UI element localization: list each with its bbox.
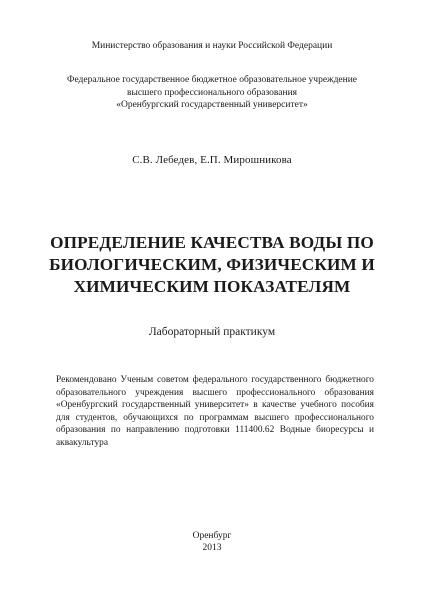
recommendation-line-5: образования по направлению подготовки 111400.62 Водные биоресурсы и: [56, 425, 374, 436]
institution-heading: [0, 74, 424, 112]
institution-line-2: высшего профессионального образования: [126, 87, 298, 98]
ministry-line: Министерство образования и науки Российской Федерации: [91, 41, 333, 51]
ministry-heading: [0, 40, 424, 52]
subtitle-line: Лабораторный практикум: [148, 326, 276, 338]
recommendation-text: [56, 374, 374, 450]
publication-year: [0, 542, 424, 554]
publication-city: [0, 530, 424, 542]
authors: [0, 153, 424, 167]
title-line-2: БИОЛОГИЧЕСКИМ, ФИЗИЧЕСКИМ И: [49, 255, 375, 274]
recommendation-line-1: Рекомендовано Ученым советом федерального государственного бюджетного: [56, 375, 374, 385]
recommendation-line-6: аквакультура: [56, 437, 108, 448]
book-title: [0, 232, 424, 298]
book-subtitle: [0, 325, 424, 339]
recommendation-line-4: для студентов, обучающихся по программам высшего профессионального: [56, 412, 374, 423]
title-line-3: ХИМИЧЕСКИМ ПОКАЗАТЕЛЯМ: [73, 277, 351, 296]
institution-line-1: Федеральное государственное бюджетное образовательное учреждение: [66, 75, 358, 85]
year-line: 2013: [202, 543, 222, 553]
recommendation-line-2: образовательного учреждения высшего профессионального образования: [56, 387, 374, 398]
institution-line-3: «Оренбургский государственный университет»: [116, 100, 308, 110]
title-line-1: ОПРЕДЕЛЕНИЕ КАЧЕСТВА ВОДЫ ПО: [50, 233, 374, 252]
recommendation-line-3: «Оренбургский государственный университет» в качестве учебного пособия: [56, 400, 374, 411]
authors-line: С.В. Лебедев, Е.П. Мирошникова: [132, 154, 292, 166]
city-line: Оренбург: [192, 531, 232, 541]
